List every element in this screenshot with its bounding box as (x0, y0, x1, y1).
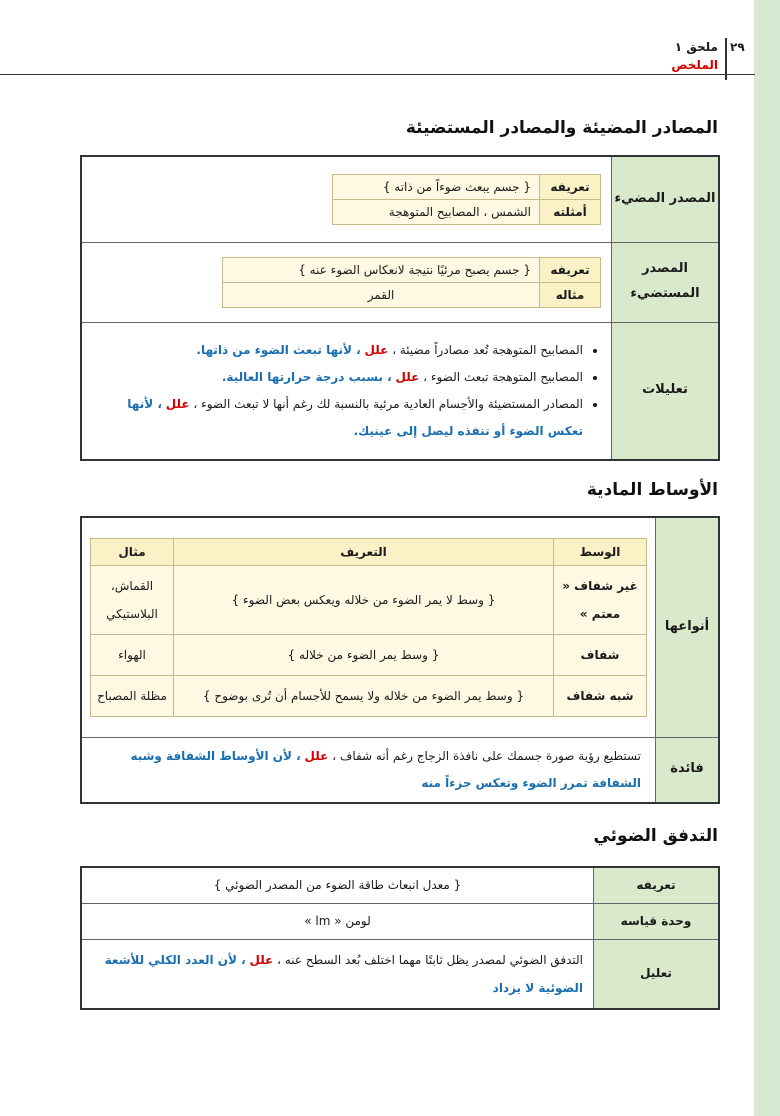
section-title-sources: المصادر المضيئة والمصادر المستضيئة (405, 118, 718, 138)
col-medium: الوسط (554, 538, 647, 565)
luminous-def-label: تعريفه (540, 174, 601, 199)
media-inner (90, 538, 647, 717)
page-number: ٢٩ (730, 40, 745, 54)
illuminated-inner (222, 257, 601, 308)
header-rule (0, 74, 755, 75)
luminous-inner (332, 174, 601, 225)
col-definition: التعريف (174, 538, 554, 565)
illuminated-ex-label: مثاله (540, 282, 601, 307)
table-row: شفاف { وسط يمر الضوء من خلاله } الهواء (91, 634, 647, 675)
section-title-media: الأوساط المادية (586, 480, 718, 500)
chapter-label: ملحق ١ (674, 40, 718, 54)
explanations-label: تعليلات (612, 322, 720, 460)
flux-def-label: تعريفه (594, 867, 720, 903)
flux-table (80, 866, 720, 1010)
list-item: • المصابيح المتوهجة تُعد مصادراً مضيئة ، علل ، لأنها تبعث الضوء من ذاتها. (92, 337, 583, 364)
media-table (80, 516, 720, 804)
flux-unit-label: وحدة قياسه (594, 903, 720, 939)
flux-exp-label: تعليل (594, 939, 720, 1009)
side-strip (754, 0, 780, 1116)
note-text: تستطيع رؤية صورة جسمك على نافذة الزجاج رغم أنه شفاف ، علل ، لأن الأوساط الشفافة وشبه الشفافة تمرر الضوء وتعكس جزءاً منه (81, 737, 656, 803)
illuminated-def-label: تعريفه (540, 257, 601, 282)
section-title-flux: التدفق الضوئي (593, 826, 718, 846)
illuminated-def-value: { جسم يصبح مرئيًا نتيجة لانعكاس الضوء عنه } (223, 257, 540, 282)
list-item: • المصادر المستضيئة والأجسام العادية مرئية بالنسبة لك رغم أنها لا تبعث الضوء ، علل ، لأنها تعكس الضوء أو تنفذه ليصل إلى عينيك. (92, 391, 583, 445)
flux-exp-text: التدفق الضوئي لمصدر يظل ثابتًا مهما اختلف بُعد السطح عنه ، علل ، لأن العدد الكلي للأشعة الضوئية لا يزداد (81, 939, 594, 1009)
luminous-ex-label: أمثلته (540, 199, 601, 224)
luminous-def-value: { جسم يبعث ضوءاً من ذاته } (333, 174, 540, 199)
list-item: • المصابيح المتوهجة تبعث الضوء ، علل ، بسبب درجة حرارتها العالية. (92, 364, 583, 391)
note-label: فائدة (656, 737, 720, 803)
flux-def-value: { معدل انبعاث طاقة الضوء من المصدر الضوئي } (81, 867, 594, 903)
explanations-list (81, 322, 612, 460)
flux-unit-value: لومن « lm » (81, 903, 594, 939)
luminous-label: المصدر المضيء (612, 156, 720, 242)
subject-label: الملخص (671, 58, 718, 72)
illuminated-label: المصدر المستضيء (612, 242, 720, 322)
media-types-label: أنواعها (656, 517, 720, 737)
table-row: غير شفاف « معتم » { وسط لا يمر الضوء من خلاله ويعكس بعض الضوء } القماش، البلاستيكي (91, 565, 647, 634)
luminous-ex-value: الشمس ، المصابيح المتوهجة (333, 199, 540, 224)
col-example: مثال (91, 538, 174, 565)
sources-table (80, 155, 720, 461)
table-row: شبه شفاف { وسط يمر الضوء من خلاله ولا يسمح للأجسام أن تُرى بوضوح } مظلة المصباح (91, 675, 647, 716)
illuminated-ex-value: القمر (223, 282, 540, 307)
